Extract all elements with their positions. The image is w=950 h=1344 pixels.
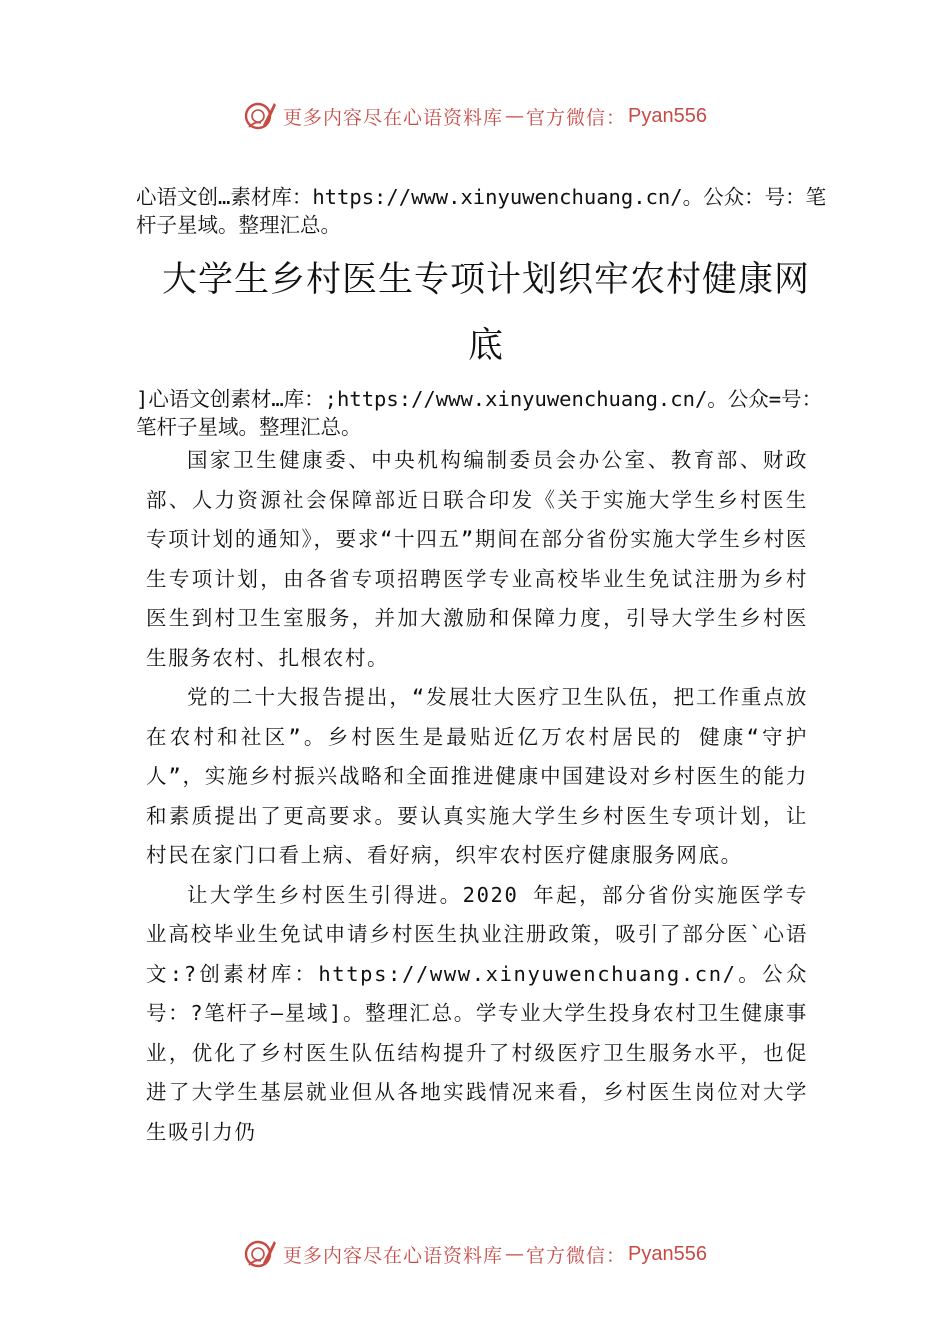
- banner-wechat-label: 官方微信：: [526, 106, 627, 129]
- banner-text: 更多内容尽在心语资料库: [283, 1244, 504, 1267]
- header-banner: [0, 96, 950, 136]
- paragraph-3: 让大学生乡村医生引得进。2020 年起，部分省份实施医学专业高校毕业生免试申请乡村医生执业注册政策，吸引了部分医`心语文:?创素材库：https://www.xinyuwenchuang.cn/。公众号：?笔杆子—星域]。整理汇总。学专业大学生投身农村卫生健康事业，优化了乡村医生队伍结构提升了村级医疗卫生服务水平，也促进了大学生基层就业但从各地实践情况来看，乡村医生岗位对大学生吸引力仍: [146, 882, 808, 1144]
- banner-wechat-id: Pyan556: [628, 104, 707, 127]
- page-title: [136, 255, 836, 371]
- banner-separator: —: [505, 1243, 525, 1265]
- pen-logo-icon: [243, 1237, 277, 1271]
- watermark-notice-second: ]心语文创素材…库：;https://www.xinyuwenchuang.cn/。公众=号：笔杆子星域。整理汇总。: [136, 387, 823, 439]
- pen-logo-icon: [243, 99, 277, 133]
- banner-wechat-id: Pyan556: [628, 1242, 707, 1265]
- banner-wechat-label: 官方微信：: [526, 1244, 627, 1267]
- document-body: [136, 183, 836, 1152]
- title-line-1: 大学生乡村医生专项计划织牢农村健康网: [161, 260, 810, 300]
- watermark-notice-top: 心语文创…素材库：https://www.xinyuwenchuang.cn/。公众：号：笔杆子星域。整理汇总。: [136, 185, 827, 237]
- title-line-2: 底: [467, 326, 504, 366]
- banner-text: 更多内容尽在心语资料库: [283, 106, 504, 129]
- banner-separator: —: [505, 105, 525, 127]
- footer-banner: [0, 1234, 950, 1274]
- paragraph-1: 国家卫生健康委、中央机构编制委员会办公室、教育部、财政部、人力资源社会保障部近日联合印发《关于实施大学生乡村医生专项计划的通知》，要求“十四五”期间在部分省份实施大学生乡村医生专项计划，由各省专项招聘医学专业高校毕业生免试注册为乡村医生到村卫生室服务，并加大激励和保障力度，引导大学生乡村医生服务农村、扎根农村。: [146, 448, 808, 670]
- paragraph-2: 党的二十大报告提出，“发展壮大医疗卫生队伍，把工作重点放在农村和社区”。乡村医生是最贴近亿万农村居民的 健康“守护人”，实施乡村振兴战略和全面推进健康中国建设对乡村医生的能力和素质提出了更高要求。要认真实施大学生乡村医生专项计划，让村民在家门口看上病、看好病，织牢农村医疗健康服务网底。: [146, 685, 808, 867]
